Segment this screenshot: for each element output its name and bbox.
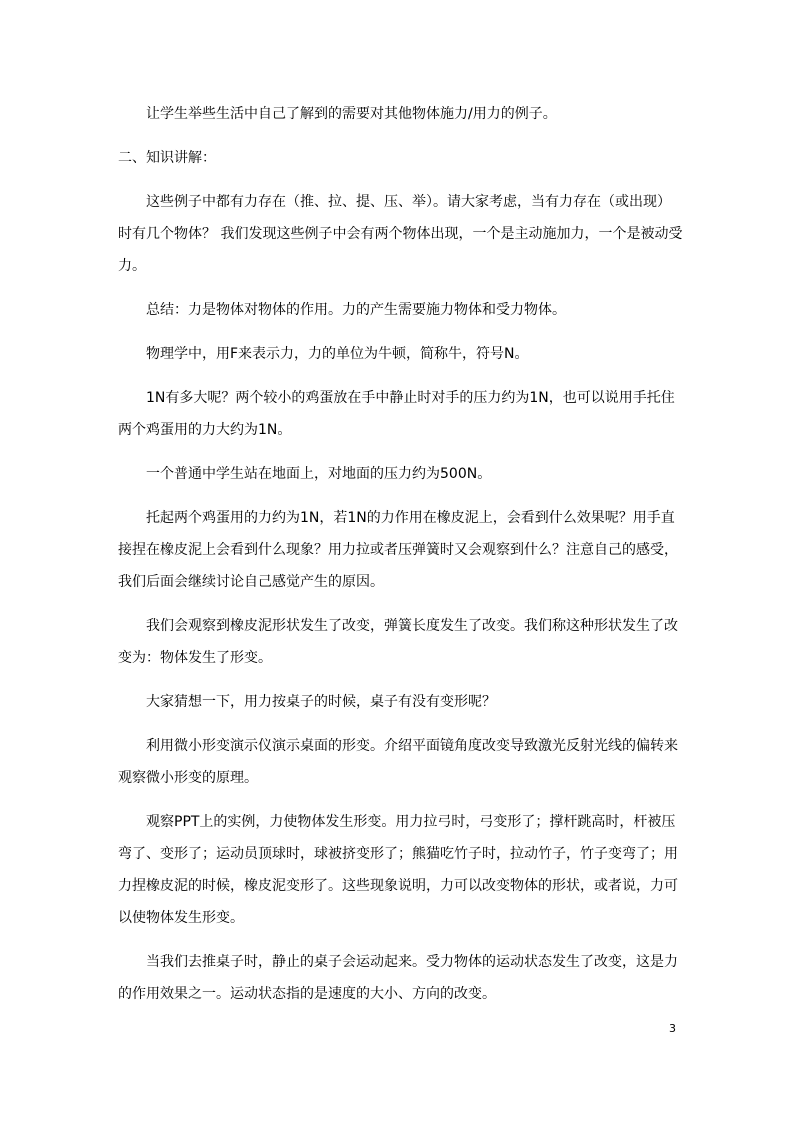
- paragraph: 大家猜想一下，用力按桌子的时候，桌子有没有变形呢？: [146, 694, 496, 710]
- paragraph: 一个普通中学生站在地面上，对地面的压力约为500N。: [146, 466, 492, 482]
- paragraph: 利用微小形变演示仪演示桌面的形变。介绍平面镜角度改变导致激光反射光线的偏转来观察微小形变的原理。: [118, 738, 678, 786]
- paragraph: 1N有多大呢？两个较小的鸡蛋放在手中静止时对手的压力约为1N，也可以说用手托住两个鸡蛋用的力大约为1N。: [118, 390, 675, 438]
- paragraph: 观察PPT上的实例，力使物体发生形变。用力拉弓时，弓变形了；撑杆跳高时，杆被压弯了、变形了；运动员顶球时，球被挤变形了；熊猫吃竹子时，拉动竹子，竹子变弯了；用力捏橡皮泥的时候，橡皮泥变形了。这些现象说明，力可以改变物体的形状，或者说，力可以使物体发生形变。: [118, 814, 678, 926]
- section-heading: 二、知识讲解：: [118, 150, 216, 166]
- page-number: 3: [669, 1022, 676, 1035]
- paragraph: 我们会观察到橡皮泥形状发生了改变，弹簧长度发生了改变。我们称这种形状发生了改变为：物体发生了形变。: [118, 618, 678, 666]
- paragraph: 托起两个鸡蛋用的力约为1N，若1N的力作用在橡皮泥上，会看到什么效果呢？用手直接捏在橡皮泥上会看到什么现象？用力拉或者压弹簧时又会观察到什么？注意自己的感受，我们后面会继续讨论自己感觉产生的原因。: [118, 510, 678, 590]
- paragraph: 让学生举些生活中自己了解到的需要对其他物体施力/用力的例子。: [146, 106, 557, 122]
- paragraph: 总结：力是物体对物体的作用。力的产生需要施力物体和受力物体。: [146, 302, 566, 318]
- paragraph: 当我们去推桌子时，静止的桌子会运动起来。受力物体的运动状态发生了改变，这是力的作用效果之一。运动状态指的是速度的大小、方向的改变。: [118, 954, 678, 1002]
- paragraph: 物理学中，用F来表示力，力的单位为牛顿，简称牛，符号N。: [146, 346, 529, 362]
- paragraph: 这些例子中都有力存在（推、拉、提、压、举）。请大家考虑，当有力存在（或出现）时有几个物体？ 我们发现这些例子中会有两个物体出现，一个是主动施加力，一个是被动受力。: [118, 194, 683, 274]
